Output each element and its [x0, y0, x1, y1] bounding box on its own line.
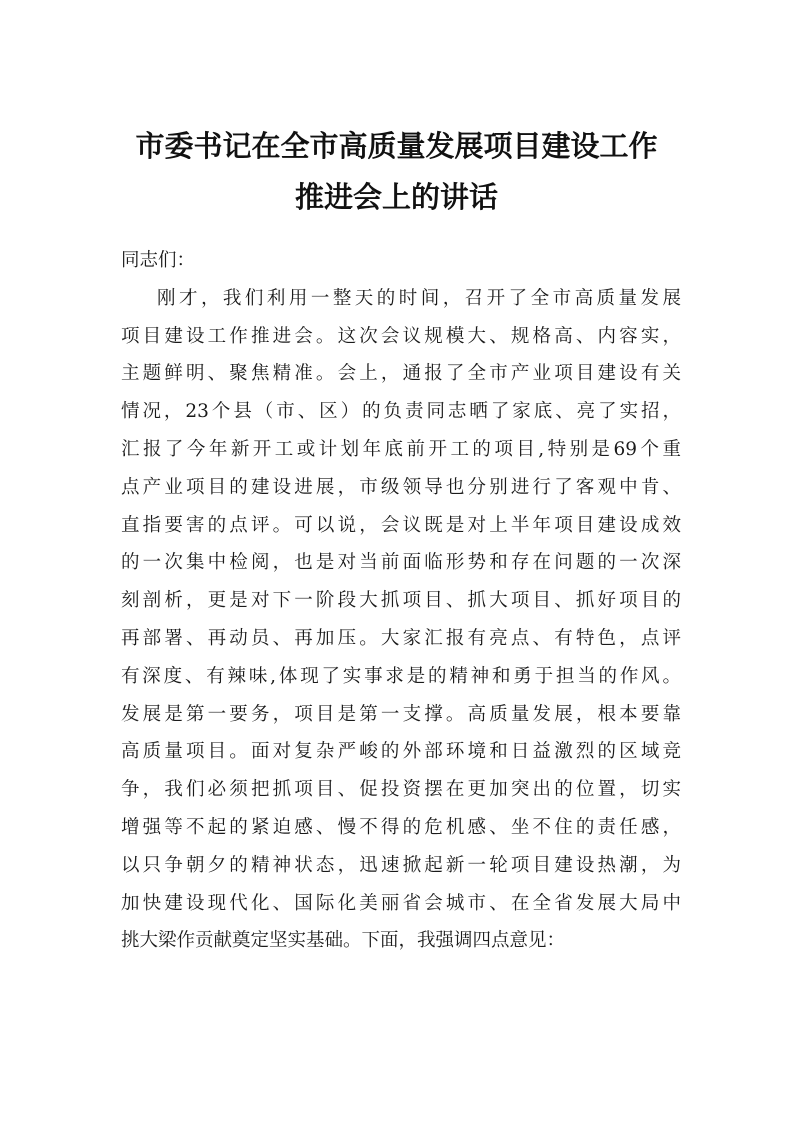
text-line: 的一次集中检阅，也是对当前面临形势和存在问题的一次深 — [121, 552, 681, 574]
text-line: 刻剖析，更是对下一阶段大抓项目、抓大项目、抓好项目的 — [121, 590, 681, 612]
text-line: 项目建设工作推进会。这次会议规模大、规格高、内容实， — [121, 325, 681, 347]
speech-body — [121, 242, 681, 960]
document-title-line-1: 市委书记在全市高质量发展项目建设工作 — [135, 129, 658, 163]
text-line: 高质量项目。面对复杂严峻的外部环境和日益激烈的区域竞 — [121, 741, 681, 763]
text-line: 情况，23个县（市、区）的负责同志晒了家底、亮了实招， — [121, 401, 681, 423]
text-line: 加快建设现代化、国际化美丽省会城市、在全省发展大局中 — [121, 892, 681, 914]
document-title-line-2: 推进会上的讲话 — [294, 180, 498, 214]
text-line: 争，我们必须把抓项目、促投资摆在更加突出的位置，切实 — [121, 779, 681, 801]
text-line: 直指要害的点评。可以说，会议既是对上半年项目建设成效 — [121, 514, 681, 536]
text-line: 挑大梁作贡献奠定坚实基础。下面，我强调四点意见： — [121, 930, 566, 952]
text-line: 主题鲜明、聚焦精准。会上，通报了全市产业项目建设有关 — [121, 363, 681, 385]
text-line: 汇报了今年新开工或计划年底前开工的项目,特别是69个重 — [121, 438, 681, 460]
text-line: 发展是第一要务，项目是第一支撑。高质量发展，根本要靠 — [121, 703, 681, 725]
text-line: 以只争朝夕的精神状态，迅速掀起新一轮项目建设热潮，为 — [121, 854, 681, 876]
text-line: 点产业项目的建设进展，市级领导也分别进行了客观中肯、 — [121, 476, 681, 498]
text-line: 增强等不起的紧迫感、慢不得的危机感、坐不住的责任感， — [121, 816, 681, 838]
text-line: 刚才，我们利用一整天的时间，召开了全市高质量发展 — [157, 287, 681, 309]
text-line: 再部署、再动员、再加压。大家汇报有亮点、有特色，点评 — [121, 627, 681, 649]
text-line: 有深度、有辣味,体现了实事求是的精神和勇于担当的作风。 — [121, 665, 681, 687]
salutation: 同志们： — [121, 250, 196, 271]
